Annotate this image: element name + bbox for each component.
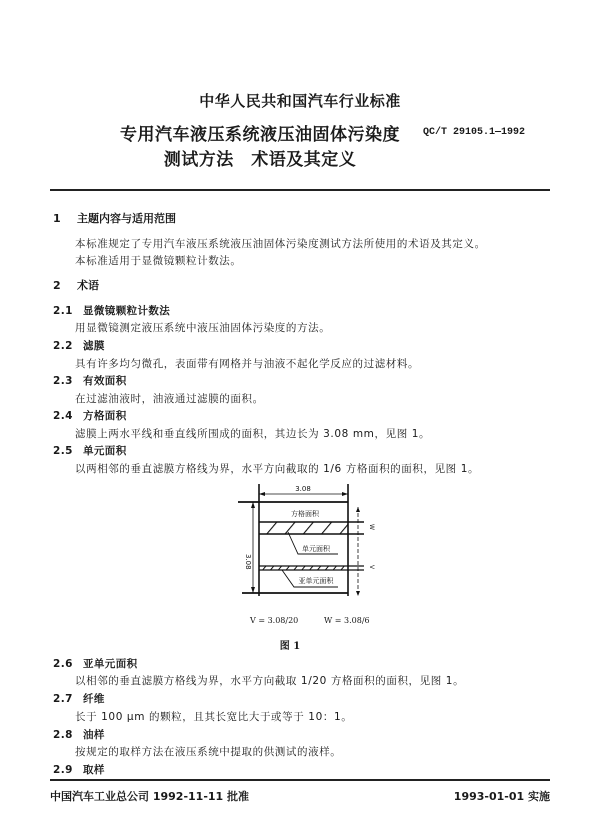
label-unit-area: 单元面积 [302,545,330,553]
term-2-7-definition: 长于 100 μm 的颗粒，且其长宽比大于或等于 10：1。 [75,711,353,723]
section-2-heading [53,277,99,293]
term-2-5-heading [53,443,127,458]
footer-divider [50,779,550,781]
term-number: 2.9 [53,764,73,776]
term-2-4-definition: 滤膜上两水平线和垂直线所围成的面积，其边长为 3.08 mm，见图 1。 [75,428,431,440]
figure-side-dimension: 3.08 [244,554,252,570]
document-title-line2: 测试方法 术语及其定义 [163,150,357,170]
term-number: 2.1 [53,305,73,317]
term-2-7-heading [53,691,105,706]
section-1-paragraph-1: 本标准规定了专用汽车液压系统液压油固体污染度测试方法所使用的术语及其定义。 [75,238,486,250]
formula-W: W = 3.08/6 [324,616,370,625]
term-2-3-definition: 在过滤油液时，油液通过滤膜的面积。 [75,393,264,405]
standard-code: QC/T 29105.1—1992 [423,127,526,138]
term-title: 纤维 [83,693,105,705]
unit-area-hatch [259,522,348,534]
term-2-9-heading [53,762,105,777]
term-number: 2.8 [53,729,73,741]
term-2-2-heading [53,338,105,353]
label-V: V [368,565,375,570]
standard-category-title: 中华人民共和国汽车行业标准 [199,92,401,110]
section-title: 主题内容与适用范围 [77,212,176,225]
document-title-line1: 专用汽车液压系统液压油固体污染度 [120,125,400,145]
footer-effective-date: 1993-01-01 实施 [453,790,550,803]
term-2-2-definition: 具有许多均匀微孔，表面带有网格并与油液不起化学反应的过滤材料。 [75,358,420,370]
term-title: 取样 [83,764,105,776]
term-2-1-heading [53,303,170,318]
section-title: 术语 [77,279,99,292]
header-divider [50,189,550,191]
term-title: 有效面积 [83,375,127,387]
term-2-1-definition: 用显微镜测定液压系统中液压油固体污染度的方法。 [75,322,331,334]
label-grid-area: 方格面积 [291,510,319,518]
figure-top-dimension: 3.08 [295,485,311,493]
term-2-8-definition: 按规定的取样方法在液压系统中提取的供测试的液样。 [75,746,342,758]
formula-V: V = 3.08/20 [250,616,299,625]
term-title: 显微镜颗粒计数法 [83,305,171,317]
term-title: 油样 [83,729,105,741]
footer-issuer: 中国汽车工业总公司 1992-11-11 批准 [50,790,250,803]
section-1-heading [53,210,176,226]
term-2-6-definition: 以相邻的垂直滤膜方格线为界，水平方向截取 1/20 方格面积的面积，见图 1。 [75,675,465,687]
term-2-6-heading [53,656,138,671]
term-number: 2.5 [53,445,73,457]
label-subunit-area: 亚单元面积 [298,577,334,585]
section-number: 2 [53,279,61,292]
figure-1-diagram [220,480,400,605]
term-2-4-heading [53,408,127,423]
term-title: 滤膜 [83,340,105,352]
term-2-3-heading [53,373,127,388]
term-title: 单元面积 [83,445,127,457]
term-2-8-heading [53,727,105,742]
term-title: 方格面积 [83,410,127,422]
section-number: 1 [53,212,61,225]
term-number: 2.2 [53,340,73,352]
term-2-5-definition: 以两相邻的垂直滤膜方格线为界，水平方向截取的 1/6 方格面积的面积，见图 1。 [75,463,480,475]
term-title: 亚单元面积 [83,658,138,670]
term-number: 2.7 [53,693,73,705]
term-number: 2.3 [53,375,73,387]
section-1-paragraph-2: 本标准适用于显微镜颗粒计数法。 [75,255,242,267]
label-W: W [368,524,375,530]
term-number: 2.6 [53,658,73,670]
term-number: 2.4 [53,410,73,422]
figure-caption: 图 1 [279,641,301,652]
